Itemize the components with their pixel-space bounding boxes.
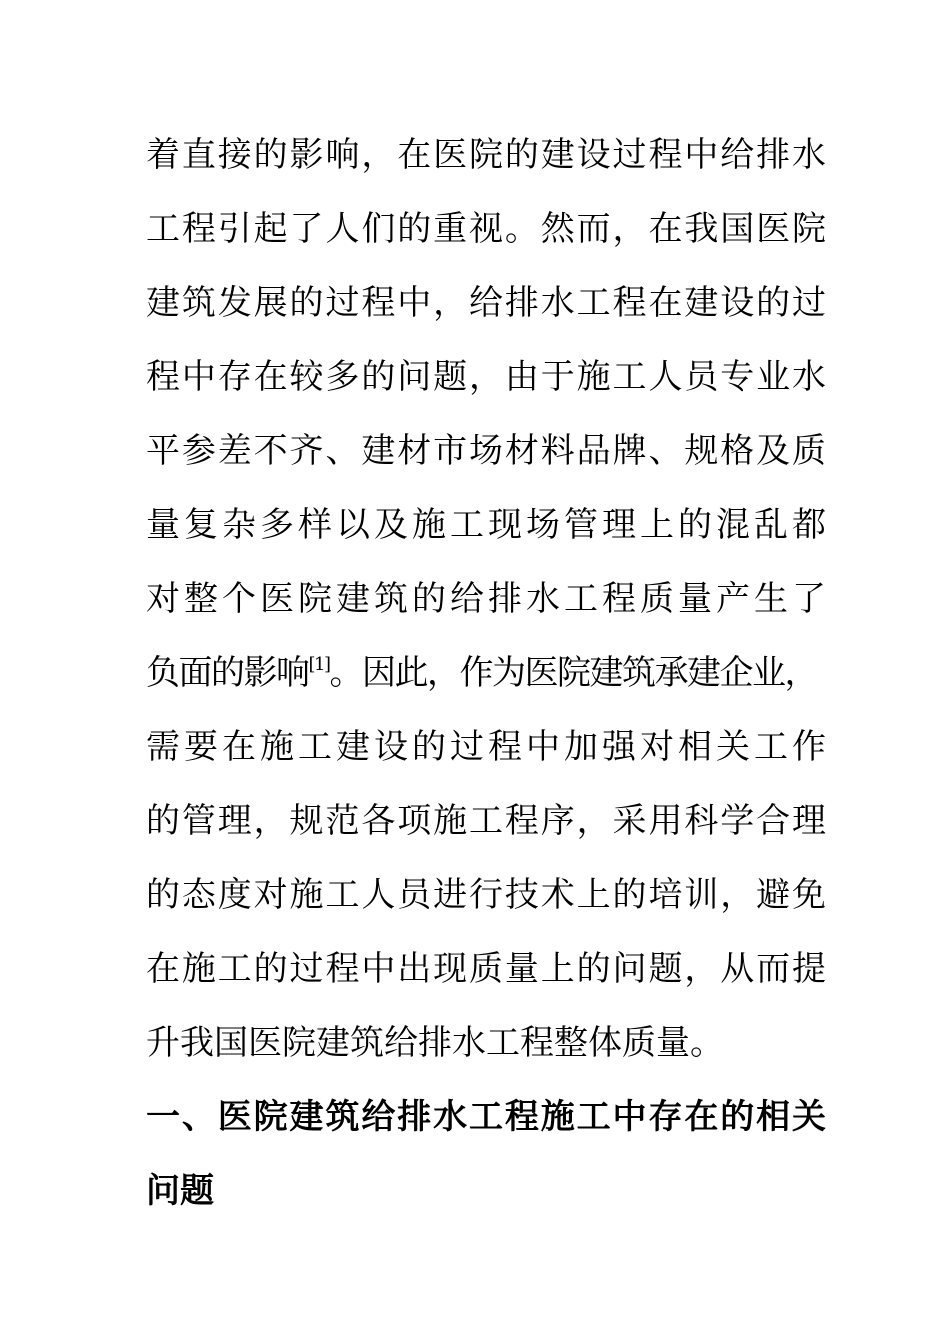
paragraph-last-line: 升我国医院建筑给排水工程整体质量。 — [146, 1023, 724, 1063]
paragraph-line: 对整个医院建筑的给排水工程质量产生了 — [146, 579, 826, 619]
section-heading-line-2: 问题 — [146, 1171, 214, 1211]
body-text — [146, 118, 826, 1228]
citation-line-before: 负面的影响 — [146, 653, 309, 693]
paragraph-line-with-citation — [146, 636, 826, 710]
paragraph-line: 的管理，规范各项施工程序，采用科学合理 — [146, 801, 826, 841]
paragraph-line: 在施工的过程中出现质量上的问题，从而提 — [146, 949, 826, 989]
paragraph-line: 着直接的影响，在医院的建设过程中给排水 — [146, 135, 826, 175]
section-heading-line-1: 一、医院建筑给排水工程施工中存在的相关 — [146, 1097, 826, 1137]
paragraph-line: 建筑发展的过程中，给排水工程在建设的过 — [146, 283, 826, 323]
paragraph-line: 程中存在较多的问题，由于施工人员专业水 — [146, 357, 826, 397]
paragraph-line: 工程引起了人们的重视。然而，在我国医院 — [146, 209, 826, 249]
paragraph-line: 量复杂多样以及施工现场管理上的混乱都 — [146, 505, 826, 545]
paragraph-line: 需要在施工建设的过程中加强对相关工作 — [146, 727, 826, 767]
citation-line-after: 。因此，作为医院建筑承建企业， — [329, 653, 817, 693]
citation-reference[interactable]: [1] — [308, 653, 330, 675]
paragraph-line: 的态度对施工人员进行技术上的培训，避免 — [146, 875, 826, 915]
paragraph-line: 平参差不齐、建材市场材料品牌、规格及质 — [146, 431, 826, 471]
